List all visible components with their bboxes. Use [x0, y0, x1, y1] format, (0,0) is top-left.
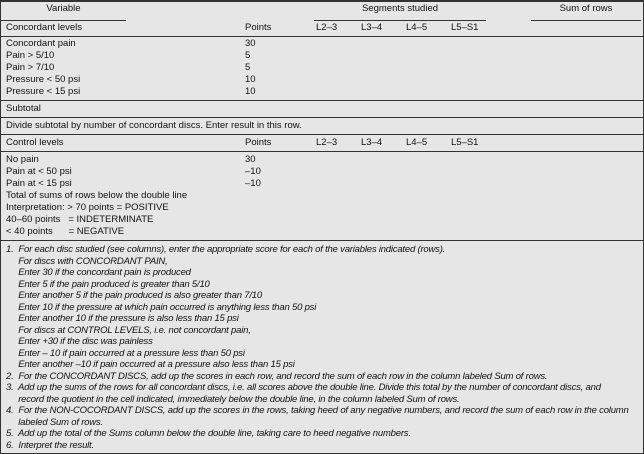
segment-header: L2–3: [316, 137, 338, 148]
points-header: Points: [245, 22, 272, 33]
instruction-line: Enter another –10 if pain occurred at a pressure also less than 15 psi: [6, 359, 295, 370]
row-points: –10: [245, 166, 261, 177]
instruction-line: record the quotient in the cell indicated, immediately below the double line, in the column labeled Sum of rows.: [6, 393, 460, 405]
points-header: Points: [245, 137, 272, 148]
divide-instruction: Divide subtotal by number of concordant discs. Enter result in this row.: [6, 120, 302, 131]
instruction-line: 6. Interpret the result.: [6, 439, 94, 451]
column-header-sum: Sum of rows: [559, 3, 613, 14]
divider: [1, 151, 643, 152]
section-title-concordant: Concordant levels: [6, 22, 83, 33]
divider: [531, 20, 641, 21]
row-label: Pressure < 15 psi: [6, 86, 81, 97]
column-header-segments: Segments studied: [361, 3, 439, 14]
divider: [1, 20, 126, 21]
row-label: Pain at < 50 psi: [6, 166, 72, 177]
segment-header: L3–4: [361, 137, 383, 148]
segment-header: L5–S1: [451, 22, 479, 33]
divider: [1, 134, 643, 135]
row-label: Pressure < 50 psi: [6, 74, 81, 85]
row-points: 5: [245, 50, 251, 61]
instructions-list: [6, 244, 629, 451]
instruction-line: labeled Sum of rows.: [6, 416, 103, 428]
segment-header: L4–5: [406, 22, 428, 33]
divider: [314, 20, 486, 21]
divider: [1, 117, 643, 118]
interpretation-line: 40–60 points = INDETERMINATE: [6, 214, 154, 225]
row-points: 30: [245, 38, 256, 49]
column-header-variable: Variable: [46, 3, 81, 14]
instruction-line: 2. For the CONCORDANT DISCS, add up the scores in each row, and record the sum of each row in the column labeled Sum of rows.: [6, 370, 548, 382]
divider: [1, 36, 643, 37]
divider: [1, 1, 643, 2]
instruction-line: 4. For the NON-COCORDANT DISCS, add up the scores in the rows, taking heed of any negative numbers, and record the sum of each row in the column: [6, 405, 629, 416]
divider: [1, 100, 643, 101]
instruction-line: Enter – 10 if pain occurred at a pressure less than 50 psi: [6, 347, 245, 359]
subtotal-label: Subtotal: [6, 103, 41, 114]
row-label: Pain > 5/10: [6, 50, 55, 61]
interpretation-line: < 40 points = NEGATIVE: [6, 226, 125, 237]
interpretation-line: Interpretation: > 70 points = POSITIVE: [6, 202, 169, 213]
row-label: Pain at < 15 psi: [6, 178, 72, 189]
total-line: Total of sums of rows below the double line: [6, 190, 188, 201]
row-points: 30: [245, 154, 256, 165]
row-points: –10: [245, 178, 261, 189]
row-label: No pain: [6, 154, 39, 165]
segment-header: L2–3: [316, 22, 338, 33]
segment-header: L4–5: [406, 137, 428, 148]
instruction-line: 3. Add up the sums of the rows for all concordant discs, i.e. all scores above the double line. Divide this total by the number of concordant discs, and: [6, 382, 601, 393]
instruction-line: Enter 10 if the pressure at which pain occurred is anything less than 50 psi: [6, 301, 317, 313]
instruction-line: 1. For each disc studied (see columns), enter the appropriate score for each of the variables indicated (rows).: [6, 244, 446, 255]
instruction-line: Enter 5 if the pain produced is greater than 5/10: [6, 278, 210, 290]
instruction-line: Enter another 10 if the pressure is also less than 15 psi: [6, 313, 239, 324]
divider: [1, 240, 643, 241]
segment-header: L3–4: [361, 22, 383, 33]
row-points: 10: [245, 74, 256, 85]
row-points: 5: [245, 62, 251, 73]
row-label: Concordant pain: [6, 38, 76, 49]
row-label: Pain > 7/10: [6, 62, 55, 73]
instruction-line: 5. Add up the total of the Sums column below the double line, taking care to heed negative numbers.: [6, 428, 411, 439]
instruction-line: Enter +30 if the disc was painless: [6, 336, 153, 347]
row-points: 10: [245, 86, 256, 97]
instruction-line: For discs at CONTROL LEVELS, i.e. not concordant pain,: [6, 324, 251, 336]
instruction-line: Enter 30 if the concordant pain is produced: [6, 267, 191, 278]
instruction-line: For discs with CONCORDANT PAIN,: [6, 255, 168, 267]
instruction-line: Enter another 5 if the pain produced is also greater than 7/10: [6, 290, 262, 301]
section-title-control: Control levels: [6, 137, 64, 148]
segment-header: L5–S1: [451, 137, 479, 148]
